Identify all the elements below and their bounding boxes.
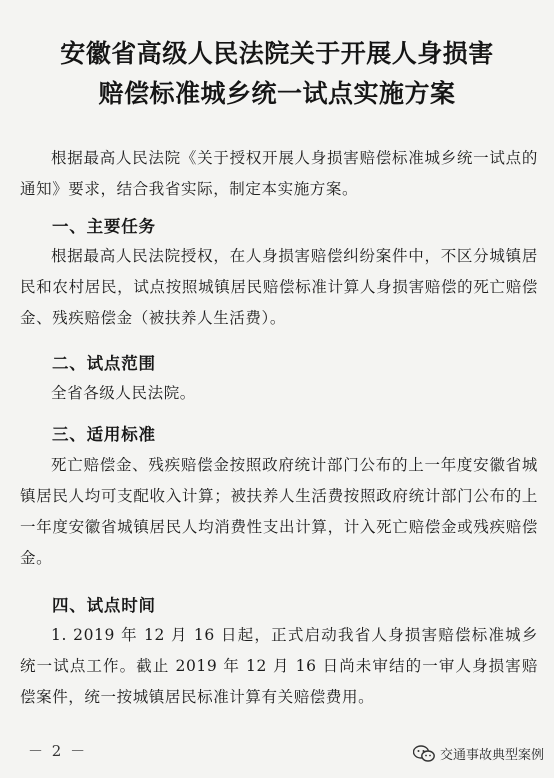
section-body-scope: 全省各级人民法院。 [51,384,196,402]
watermark-text: 交通事故典型案例 [439,748,544,763]
section-heading-timeline: 四、试点时间 [52,596,156,615]
section-heading-scope: 二、试点范围 [52,354,156,373]
watermark [413,744,544,763]
section-heading-tasks: 一、主要任务 [52,217,156,236]
wechat-icon [413,745,435,763]
section-heading-standards: 三、适用标准 [52,425,156,444]
section-body-tasks: 根据最高人民法院授权，在人身损害赔偿纠纷案件中，不区分城镇居民和农村居民，试点按照城镇居民赔偿标准计算人身损害赔偿的死亡赔偿金、残疾赔偿金（被扶养人生活费）。 [20,247,538,327]
section-body-standards: 死亡赔偿金、残疾赔偿金按照政府统计部门公布的上一年度安徽省城镇居民人均可支配收入计算；被扶养人生活费按照政府统计部门公布的上一年度安徽省城镇居民人均消费性支出计算，计入死亡赔偿金或残疾赔偿金。 [20,456,538,567]
document-title-line-2: 赔偿标准城乡统一试点实施方案 [98,79,456,108]
intro-paragraph: 根据最高人民法院《关于授权开展人身损害赔偿标准城乡统一试点的通知》要求，结合我省实际，制定本实施方案。 [20,149,538,198]
document-title-line-1: 安徽省高级人民法院关于开展人身损害 [60,39,494,68]
page-number: － 2 － [28,742,88,760]
section-body-timeline: 1. 2019 年 12 月 16 日起，正式启动我省人身损害赔偿标准城乡统一试点工作。截止 2019 年 12 月 16 日尚未审结的一审人身损害赔偿案件，统一按城镇居民标准计算有关赔偿费用。 [20,626,538,706]
